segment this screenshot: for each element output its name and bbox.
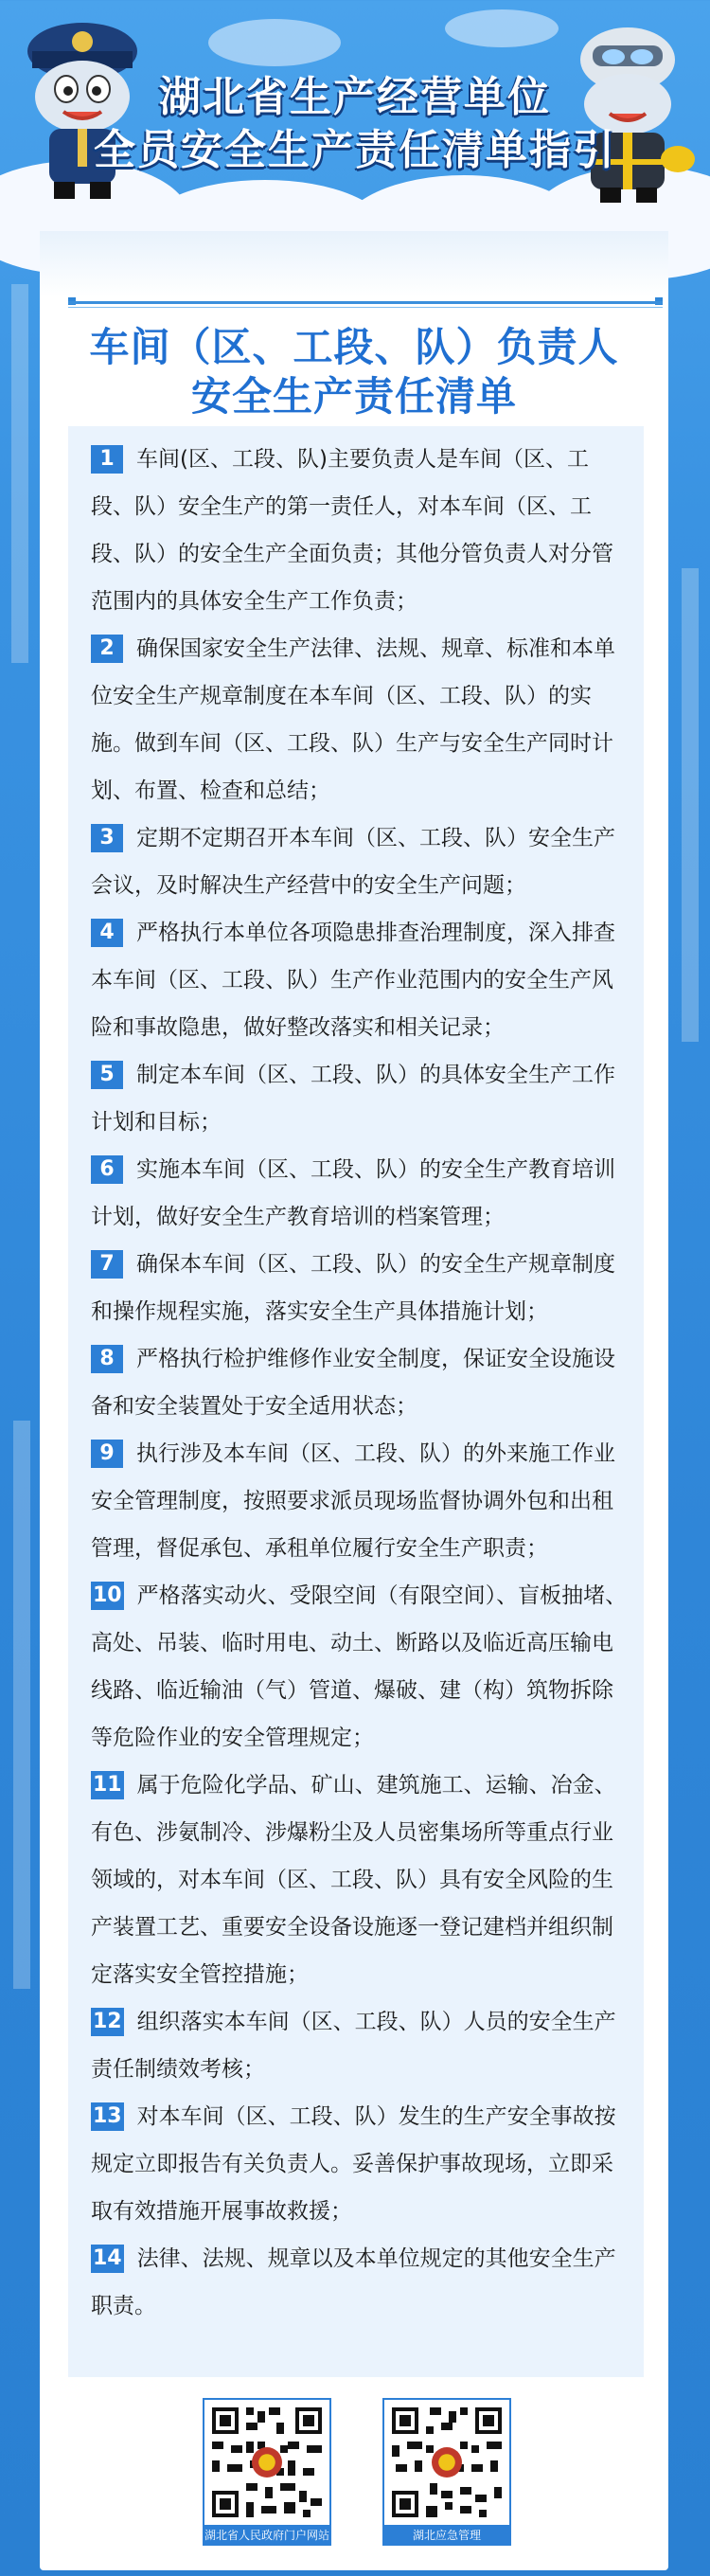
cloud-decoration <box>208 19 341 66</box>
item-number-badge: 1 <box>91 445 123 474</box>
item-number-badge: 4 <box>91 919 123 947</box>
list-item <box>91 2235 629 2330</box>
list-item <box>91 1430 629 1572</box>
list-item <box>91 814 629 909</box>
list-item <box>91 1146 629 1241</box>
header-banner <box>0 0 710 227</box>
qr-label-emergency: 湖北应急管理 <box>382 2525 511 2546</box>
list-item <box>91 1241 629 1335</box>
list-item <box>91 1762 629 1998</box>
title-divider <box>68 301 663 304</box>
qr-code-icon <box>204 2400 329 2525</box>
list-item <box>91 436 629 625</box>
item-text: 制定本车间（区、工段、队）的具体安全生产工作计划和目标； <box>91 1063 615 1135</box>
item-text: 严格执行本单位各项隐患排查治理制度，深入排查本车间（区、工段、队）生产作业范围内的安全生产风险和事故隐患，做好整改落实和相关记录； <box>91 921 615 1040</box>
item-number-badge: 3 <box>91 824 123 852</box>
list-item <box>91 909 629 1051</box>
title-divider-thin <box>68 307 663 308</box>
list-item <box>91 625 629 814</box>
card-title-line2: 安全生产责任清单 <box>190 373 517 420</box>
qr-code-emergency[interactable] <box>382 2398 511 2527</box>
header-title-line1: 湖北省生产经营单位 <box>159 73 551 121</box>
item-text: 对本车间（区、工段、队）发生的生产安全事故按规定立即报告有关负责人。妥善保护事故现场，立即采取有效措施开展事故救援； <box>91 2104 616 2224</box>
stripe-decoration <box>682 568 699 1042</box>
item-number-badge: 5 <box>91 1061 123 1089</box>
item-number-badge: 7 <box>91 1250 123 1279</box>
list-item <box>91 2093 629 2235</box>
stripe-decoration <box>13 1421 30 1989</box>
item-text: 实施本车间（区、工段、队）的安全生产教育培训计划，做好安全生产教育培训的档案管理； <box>91 1157 615 1229</box>
item-text: 确保本车间（区、工段、队）的安全生产规章制度和操作规程实施，落实安全生产具体措施计划； <box>91 1252 615 1324</box>
list-item <box>91 1051 629 1146</box>
content-card <box>40 231 668 2570</box>
item-text: 执行涉及本车间（区、工段、队）的外来施工作业安全管理制度，按照要求派员现场监督协调外包和出租管理，督促承包、承租单位履行安全生产职责； <box>91 1441 615 1561</box>
item-number-badge: 14 <box>91 2245 124 2273</box>
item-text: 车间(区、工段、队)主要负责人是车间（区、工段、队）安全生产的第一责任人，对本车间（区、工段、队）的安全生产全面负责；其他分管负责人对分管范围内的具体安全生产工作负责； <box>91 447 613 614</box>
qr-code-gov-portal[interactable] <box>203 2398 331 2527</box>
item-number-badge: 13 <box>91 2102 124 2131</box>
item-text: 严格落实动火、受限空间（有限空间）、盲板抽堵、高处、吊装、临时用电、动土、断路以及临近高压输电线路、临近输油（气）管道、爆破、建（构）筑物拆除等危险作业的安全管理规定； <box>91 1583 628 1750</box>
qr-label-gov-portal: 湖北省人民政府门户网站 <box>203 2525 331 2546</box>
item-number-badge: 2 <box>91 635 123 663</box>
item-text: 严格执行检护维修作业安全制度，保证安全设施设备和安全装置处于安全适用状态； <box>91 1347 615 1419</box>
card-title-line1: 车间（区、工段、队）负责人 <box>89 324 619 370</box>
responsibility-list <box>68 426 644 2377</box>
item-text: 定期不定期召开本车间（区、工段、队）安全生产会议，及时解决生产经营中的安全生产问题； <box>91 826 615 898</box>
item-number-badge: 10 <box>91 1582 124 1610</box>
list-item <box>91 1335 629 1430</box>
item-text: 属于危险化学品、矿山、建筑施工、运输、冶金、有色、涉氨制冷、涉爆粉尘及人员密集场所等重点行业领域的，对本车间（区、工段、队）具有安全风险的生产装置工艺、重要安全设备设施逐一登记建档并组织制定落实安全管控措施； <box>91 1773 616 1987</box>
item-text: 法律、法规、规章以及本单位规定的其他安全生产职责。 <box>91 2246 616 2318</box>
item-text: 确保国家安全生产法律、法规、规章、标准和本单位安全生产规章制度在本车间（区、工段、队）的实施。做到车间（区、工段、队）生产与安全生产同时计划、布置、检查和总结； <box>91 636 615 803</box>
item-number-badge: 8 <box>91 1345 123 1373</box>
header-title-line2: 全员安全生产责任清单指引 <box>94 126 616 174</box>
list-item <box>91 1572 629 1762</box>
item-text: 组织落实本车间（区、工段、队）人员的安全生产责任制绩效考核； <box>91 2010 616 2082</box>
item-number-badge: 12 <box>91 2008 124 2036</box>
stripe-decoration <box>11 284 28 663</box>
item-number-badge: 11 <box>91 1771 124 1799</box>
list-item <box>91 1998 629 2093</box>
qr-code-icon <box>384 2400 509 2525</box>
card-top-fade <box>40 231 668 297</box>
cloud-decoration <box>445 9 559 47</box>
item-number-badge: 9 <box>91 1440 123 1468</box>
item-number-badge: 6 <box>91 1155 123 1184</box>
